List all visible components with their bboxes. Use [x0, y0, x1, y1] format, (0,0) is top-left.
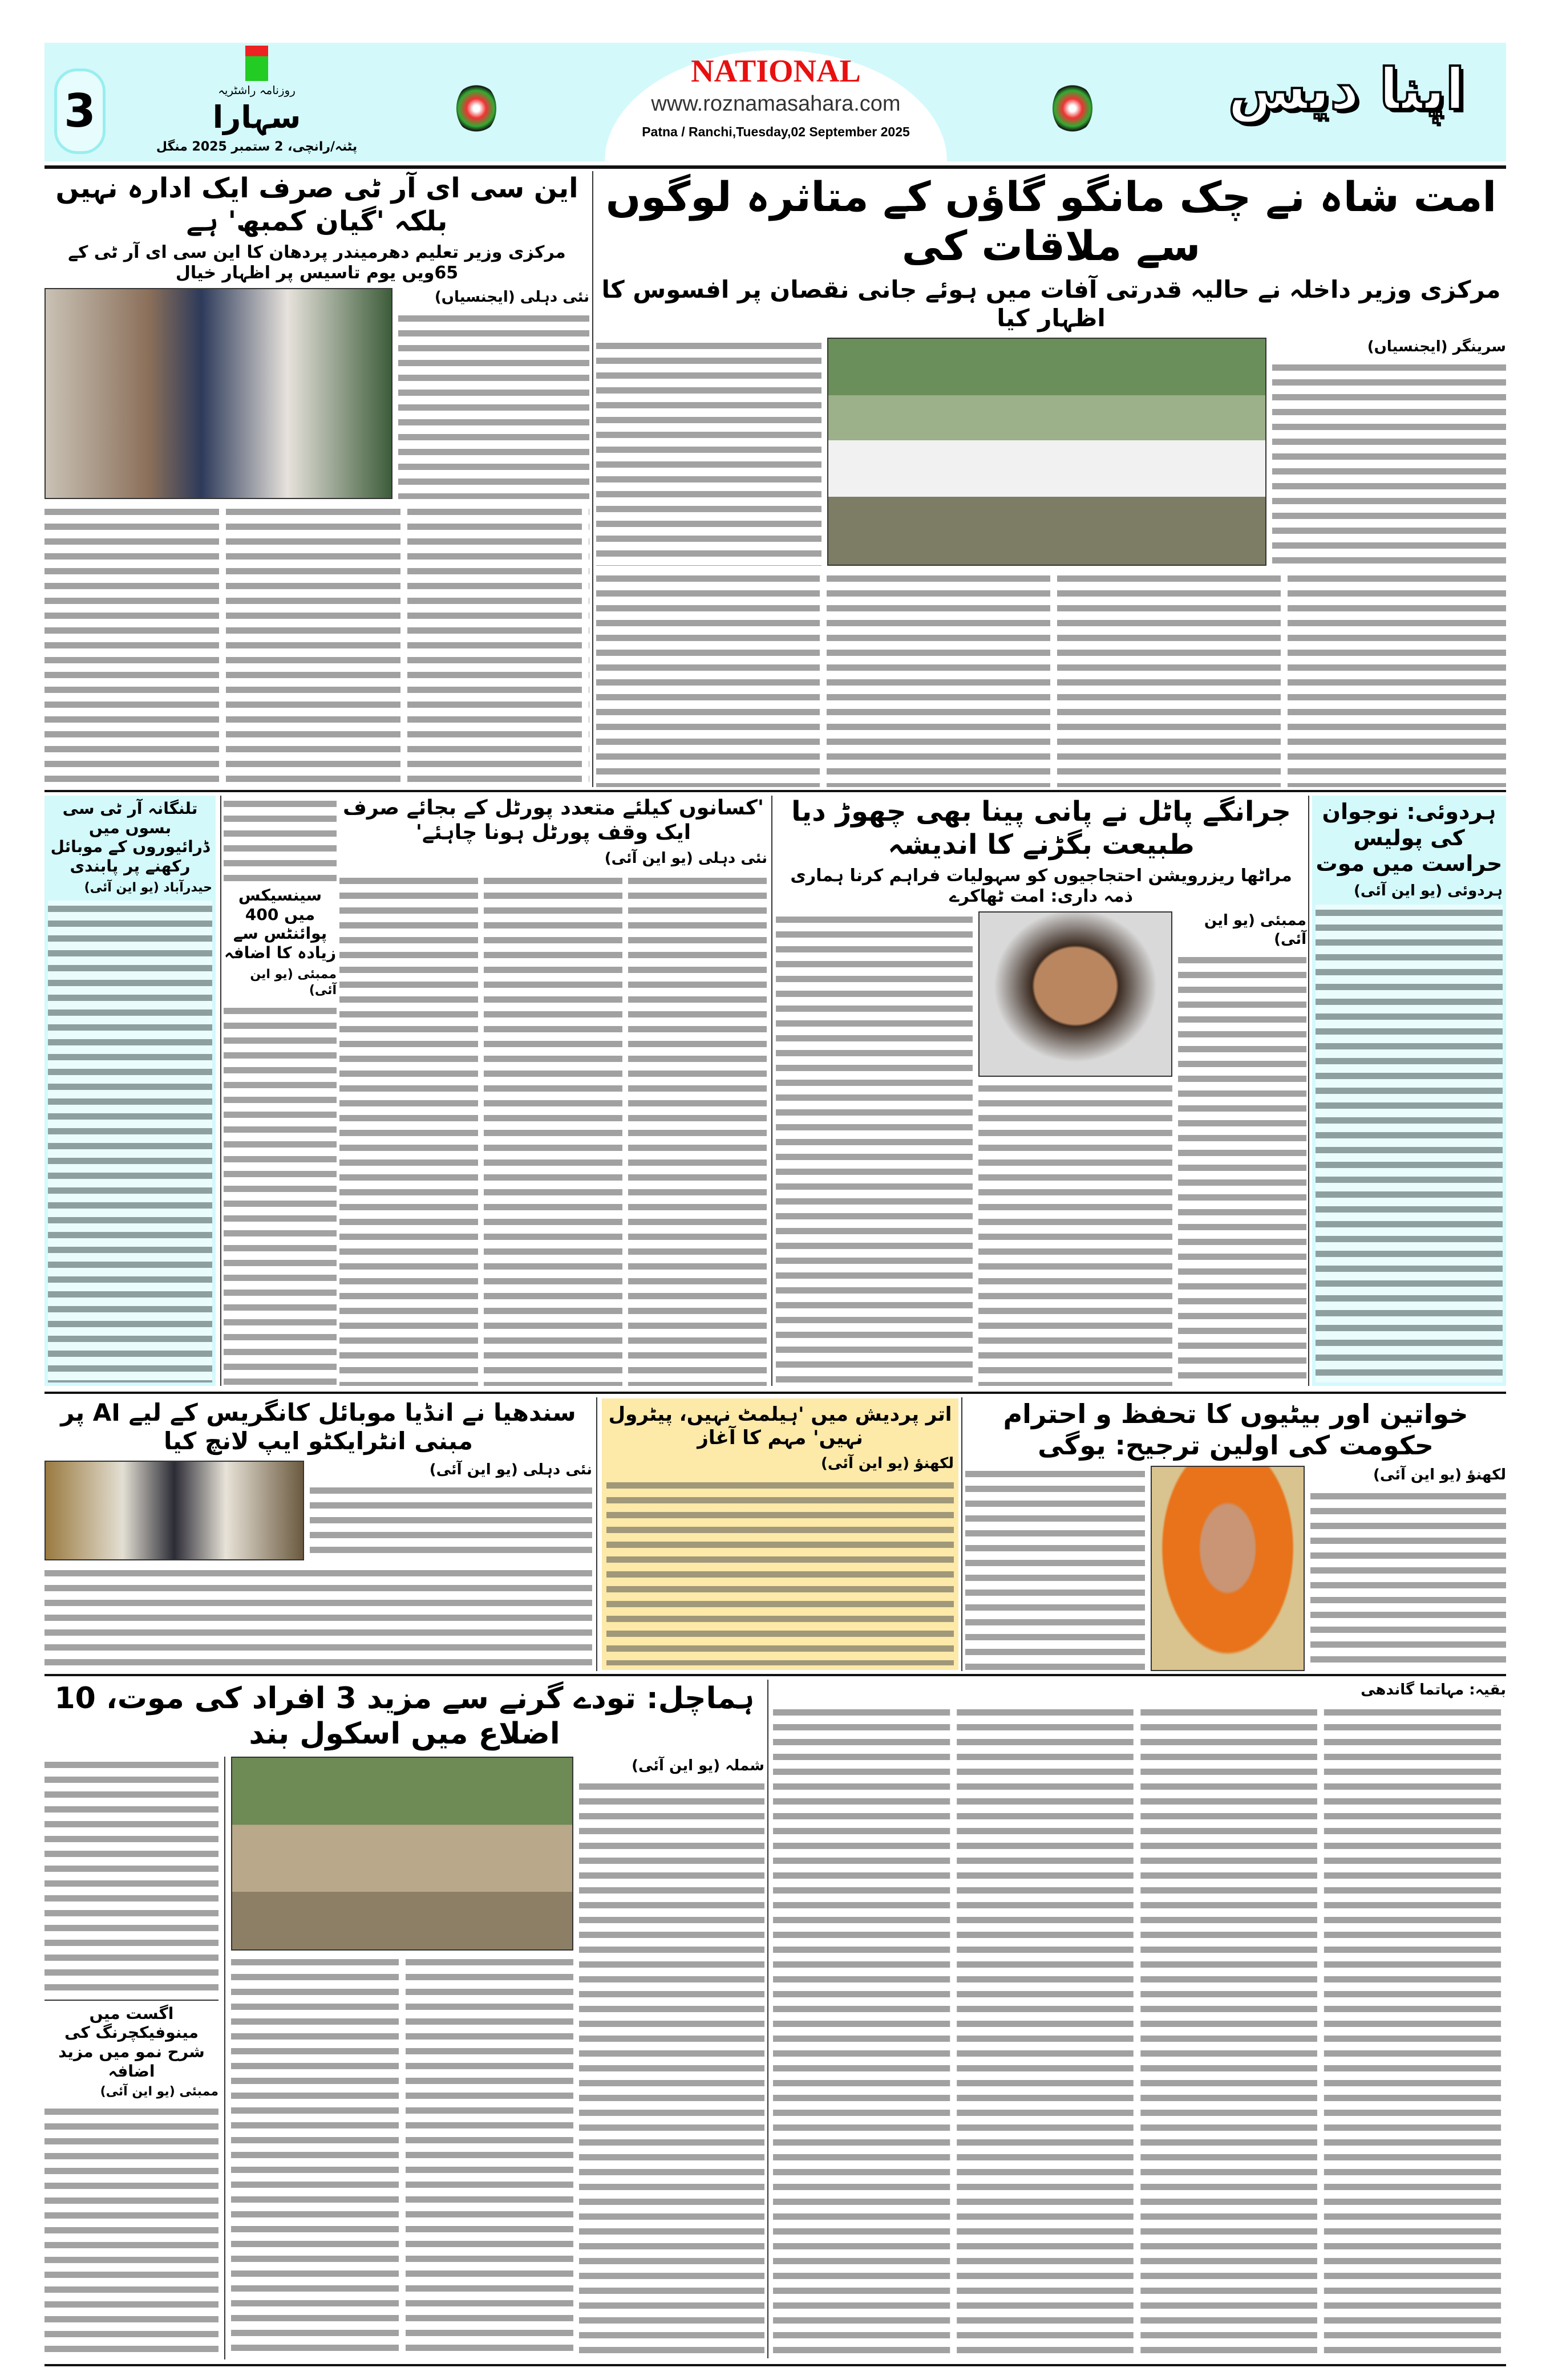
logo-subtitle: روزنامہ راشٹریہ: [218, 83, 296, 97]
starburst-icon: [1053, 83, 1092, 134]
hardoi-box: [1312, 796, 1506, 1386]
article-text: [965, 1466, 1145, 1671]
story-amit-shah: [596, 172, 1506, 787]
column-divider: [224, 1757, 225, 2359]
article-text: [398, 310, 589, 500]
headline-telangana: تلنگانہ آر ٹی سی بسوں میں ڈرائیوروں کے موبائل رکھنے پر پابندی: [50, 799, 210, 875]
dateline: سرینگر (ایجنسیاں): [1367, 338, 1506, 355]
continuation-label: بقیہ: مہاتما گاندھی: [1361, 1681, 1506, 1698]
dateline: ہردوئی (یو این آئی): [1353, 882, 1503, 899]
headline-farmers: 'کسانوں کیلئے متعدد پورٹل کے بجائے صرف ایک وقف پورٹل ہونا چاہئے': [343, 796, 764, 845]
page-number: 3: [54, 68, 106, 154]
subhead-amit-shah: مرکزی وزیر داخلہ نے حالیہ قدرتی آفات میں ہوئے جانی نقصان پر افسوس کا اظہار کیا: [601, 275, 1501, 333]
section-title-en: NATIONAL: [691, 54, 861, 89]
column-divider: [961, 1397, 962, 1671]
telangana-box: [44, 796, 216, 1386]
story-scindia: [44, 1398, 592, 1671]
story-ncert: [44, 172, 589, 787]
article-text: [596, 338, 821, 566]
headline-hardoi: ہردوئی: نوجوان کی پولیس حراست میں موت: [1316, 799, 1503, 877]
article-text: [606, 1477, 954, 1665]
photo-ncert-press: [44, 288, 392, 499]
photo-yogi: [1151, 1466, 1305, 1671]
article-text: [579, 1778, 764, 2359]
divider: [44, 2364, 1506, 2366]
section-title-ur: اپنا دیس: [1228, 56, 1465, 123]
divider: [44, 790, 1506, 792]
article-text: [776, 911, 973, 1386]
logo-emblem: [245, 46, 268, 81]
story-himachal: [44, 1681, 764, 2359]
divider: [44, 1674, 1506, 1676]
dateline: نئی دہلی (یو این آئی): [429, 1461, 592, 1478]
helmet-box: [602, 1398, 958, 1670]
photo-jarange-patil: [978, 911, 1172, 1077]
column-divider: [596, 1397, 597, 1671]
article-text: [231, 1954, 573, 2359]
photo-scindia: [44, 1461, 304, 1560]
dateline: نئی دہلی (یو این آئی): [604, 850, 767, 867]
dateline: حیدرآباد (یو این آئی): [84, 881, 212, 895]
headline-amit-shah: امت شاہ نے چک مانگو گاؤں کے متاثرہ لوگوں سے ملاقات کی: [605, 173, 1497, 270]
column-divider: [592, 171, 593, 787]
dateline-en: Patna / Ranchi,Tuesday,02 September 2025: [642, 124, 910, 139]
column-divider: [220, 796, 221, 1386]
article-text: [1272, 359, 1506, 566]
logo-title: سہارا: [212, 99, 301, 135]
article-text: [596, 570, 1506, 787]
headline-sensex: سینسیکس میں 400 پوائنٹس سے زیادہ کا اضافہ: [224, 886, 337, 962]
article-text: [48, 901, 212, 1382]
dateline: ممبئی (یو این آئی): [1204, 912, 1306, 948]
story-yogi: [965, 1398, 1506, 1671]
dateline: لکھنؤ (یو این آئی): [821, 1454, 954, 1472]
headline-scindia: سندھیا نے انڈیا موبائل کانگریس کے لیے AI پر مبنی انٹرایکٹو ایپ لانچ کیا: [60, 1398, 576, 1455]
article-text: [44, 1565, 592, 1671]
headline-jarange: جرانگے پاٹل نے پانی پینا بھی چھوڑ دیا طبیعت بگڑنے کا اندیشہ: [791, 796, 1291, 861]
story-sensex: [224, 796, 337, 1386]
article-text: [1178, 952, 1306, 1386]
column-divider: [1308, 796, 1309, 1386]
dateline: شملہ (یو این آئی): [632, 1757, 764, 1774]
article-text: [1316, 905, 1503, 1382]
article-text: [224, 1003, 337, 1386]
subhead-jarange: مراٹھا ریزرویشن احتجاجیوں کو سہولیات فراہم کرنا ہماری ذمہ داری: امت ٹھاکرے: [790, 866, 1292, 907]
headline-yogi: خواتین اور بیٹیوں کا تحفظ و احترام حکومت کی اولین ترجیح: یوگی: [1003, 1398, 1468, 1461]
headline-himachal: ہماچل: تودے گرنے سے مزید 3 افراد کی موت، 10 اضلاع میں اسکول بند: [54, 1681, 755, 1751]
column-divider: [771, 796, 772, 1386]
story-gandhi: [773, 1681, 1506, 2359]
headline-manufacturing: اگست میں مینوفیکچرنگ کی شرح نمو میں مزید اضافہ: [44, 2000, 218, 2081]
article-text: [44, 1757, 218, 1996]
dateline: ممبئی (یو این آئی): [100, 2085, 218, 2099]
headline-ncert: این سی ای آر ٹی صرف ایک ادارہ نہیں بلکہ 'گیان کمبھ' ہے: [55, 172, 578, 237]
dateline: لکھنؤ (یو این آئی): [1373, 1466, 1506, 1484]
dateline: ممبئی (یو این آئی): [250, 967, 337, 998]
article-text: [1310, 1488, 1506, 1671]
subhead-ncert: مرکزی وزیر تعلیم دھرمیندر پردھان کا این سی ای آر ٹی کے 65ویں یوم تاسیس پر اظہار خیال: [68, 242, 566, 283]
website-link[interactable]: www.roznamasahara.com: [651, 92, 901, 116]
photo-amit-shah-visit: [827, 338, 1266, 566]
article-text: [310, 1482, 592, 1560]
divider: [44, 1392, 1506, 1394]
headline-helmet: اتر پردیش میں 'ہیلمٹ نہیں، پیٹرول نہیں' مہم کا آغاز: [608, 1403, 952, 1449]
column-divider: [767, 1680, 768, 2358]
story-farmers: [339, 796, 767, 1386]
article-text: [978, 1080, 1172, 1386]
article-text: [44, 504, 589, 787]
story-jarange: [776, 796, 1306, 1386]
dateline: نئی دہلی (ایجنسیاں): [434, 289, 589, 306]
article-text: [224, 796, 337, 881]
divider: [44, 165, 1506, 169]
article-text: [773, 1704, 1506, 2360]
starburst-icon: [456, 83, 496, 134]
article-text: [44, 2103, 218, 2359]
photo-himachal-landslide: [231, 1757, 573, 1951]
logo-date: پٹنہ/رانچی، 2 ستمبر 2025 منگل: [156, 140, 358, 154]
article-text: [339, 873, 767, 1386]
